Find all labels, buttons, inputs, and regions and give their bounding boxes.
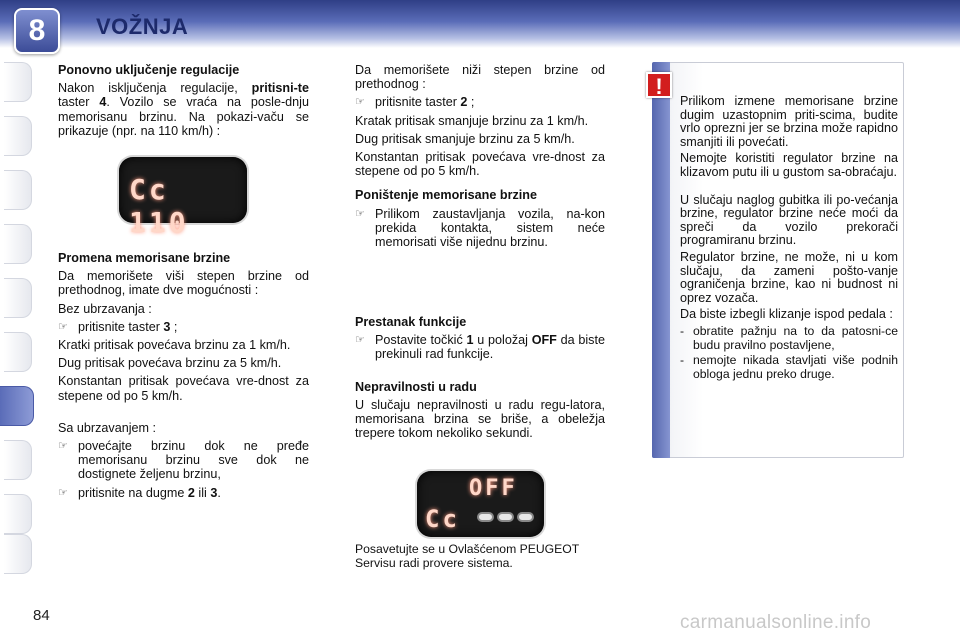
section-heading: Promena memorisane brzine: [58, 251, 231, 265]
list-item: ☞ pritisnite na dugme 2 ili 3.: [58, 485, 221, 500]
list-item: - nemojte nikada stavljati više podnih obloga jednu preko druge.: [680, 353, 898, 381]
paragraph: Prilikom izmene memorisane brzine dugim uzastopnim priti-scima, budite vrlo oprezni jer se brzina može rapidno smanjiti ili povećati.: [680, 94, 898, 149]
chapter-tab[interactable]: [4, 440, 32, 480]
paragraph: Da memorišete viši stepen brzine od prethodnog, imate dve mogućnosti :: [58, 269, 309, 298]
paragraph: Dug pritisak povećava brzinu za 5 km/h.: [58, 356, 282, 371]
list-item: ☞ pritisnite taster 3 ;: [58, 319, 178, 334]
chapter-tab[interactable]: [4, 224, 32, 264]
chapter-number-badge: 8: [14, 8, 60, 54]
paragraph: U slučaju nepravilnosti u radu regu-latora, memorisana brzina se briše, a obeležja trepere tokom nekoliko sekundi.: [355, 397, 605, 441]
paragraph: Regulator brzine, ne može, ni u kom slučaju, da zameni pošto-vanje ograničenja brzine, kao ni budnost ni oprez vozača.: [680, 249, 898, 305]
lcd-readout: Cc 110: [129, 173, 189, 239]
list-item: ☞ pritisnite taster 2 ;: [355, 95, 475, 110]
left-column-lower: [58, 251, 309, 504]
chapter-title: VOŽNJA: [96, 14, 189, 39]
lcd-readout-off: OFF: [469, 476, 518, 501]
section-heading: Prestanak funkcije: [355, 315, 467, 329]
lcd-readout-cc: Cc: [425, 505, 460, 533]
display-caption: Posavetujte se u Ovlašćenom PEUGEOT Servisu radi provere sistema.: [355, 542, 579, 570]
section-heading: Poništenje memorisane brzine: [355, 188, 537, 203]
warning-box-stripe: [652, 62, 670, 458]
lcd-dash: [517, 512, 534, 522]
chapter-tab[interactable]: [4, 332, 32, 372]
paragraph: Konstantan pritisak povećava vre-dnost za stepene od po 5 km/h.: [355, 150, 605, 179]
lcd-dash: [477, 512, 494, 522]
watermark: carmanualsonline.info: [680, 612, 872, 633]
chapter-tab[interactable]: [4, 62, 32, 102]
lcd-display-off: [417, 471, 544, 537]
lcd-dash: [497, 512, 514, 522]
pointing-hand-icon: ☞: [58, 440, 68, 453]
pointing-hand-icon: ☞: [58, 486, 68, 499]
paragraph: Konstantan pritisak povećava vre-dnost za stepene od po 5 km/h.: [58, 374, 309, 403]
paragraph: Kratak pritisak smanjuje brzinu za 1 km/h.: [355, 113, 589, 128]
list-item: ☞ Postavite točkić 1 u položaj OFF da biste prekinuli rad funkcije.: [355, 333, 605, 362]
paragraph: Bez ubrzavanja :: [58, 301, 152, 316]
chapter-tab[interactable]: [4, 534, 32, 574]
chapter-tab[interactable]: [4, 170, 32, 210]
chapter-tab[interactable]: [4, 494, 32, 534]
exclamation-warning-icon: !: [646, 72, 672, 98]
list-item: - obratite pažnju na to da patosni-ce budu pravilno postavljene,: [680, 323, 898, 352]
paragraph: Sa ubrzavanjem :: [58, 420, 157, 435]
chapter-tab[interactable]: [4, 278, 32, 318]
pointing-hand-icon: ☞: [355, 334, 365, 347]
middle-column: [355, 63, 605, 253]
pointing-hand-icon: ☞: [58, 320, 68, 333]
chapter-tab-active[interactable]: [0, 386, 34, 426]
paragraph: Da biste izbegli klizanje ispod pedala :: [680, 307, 893, 322]
section-heading: Nepravilnosti u radu: [355, 379, 477, 394]
paragraph: Kratki pritisak povećava brzinu za 1 km/h.: [58, 338, 291, 353]
chapter-tab-strip: [0, 62, 34, 574]
paragraph: Da memorišete niži stepen brzine od prethodnog :: [355, 63, 605, 92]
section-heading: Ponovno uključenje regulacije: [58, 63, 240, 77]
paragraph: Nakon isključenja regulacije, pritisni-te taster 4. Vozilo se vraća na posle-dnju memorisanu brzinu. Na pokazi-vaču se prikazuje (npr. na 110 km/h) :: [58, 81, 309, 138]
middle-column-lower: [355, 315, 605, 444]
lcd-display-cc-110: [119, 157, 247, 239]
paragraph: Dug pritisak smanjuje brzinu za 5 km/h.: [355, 131, 575, 146]
chapter-tab[interactable]: [4, 116, 32, 156]
list-item: ☞ povećajte brzinu dok ne pređe memorisanu brzinu sve dok ne dostignete željenu brzinu,: [58, 439, 309, 482]
paragraph: U slučaju naglog gubitka ili po-većanja brzine, regulator brzine neće moći da spreči da vozilo prekorači programiranu brzinu.: [680, 192, 898, 248]
pointing-hand-icon: ☞: [355, 96, 365, 109]
left-column: [58, 63, 309, 142]
list-item: ☞ Prilikom zaustavljanja vozila, na-kon prekida kontakta, sistem neće memorisati više nijednu brzinu.: [355, 206, 605, 250]
paragraph: Nemojte koristiti regulator brzine na klizavom putu ili u gustom sa-obraćaju.: [680, 151, 898, 179]
pointing-hand-icon: ☞: [355, 207, 365, 220]
warning-text: [680, 95, 898, 383]
page-number: 84: [33, 607, 50, 624]
